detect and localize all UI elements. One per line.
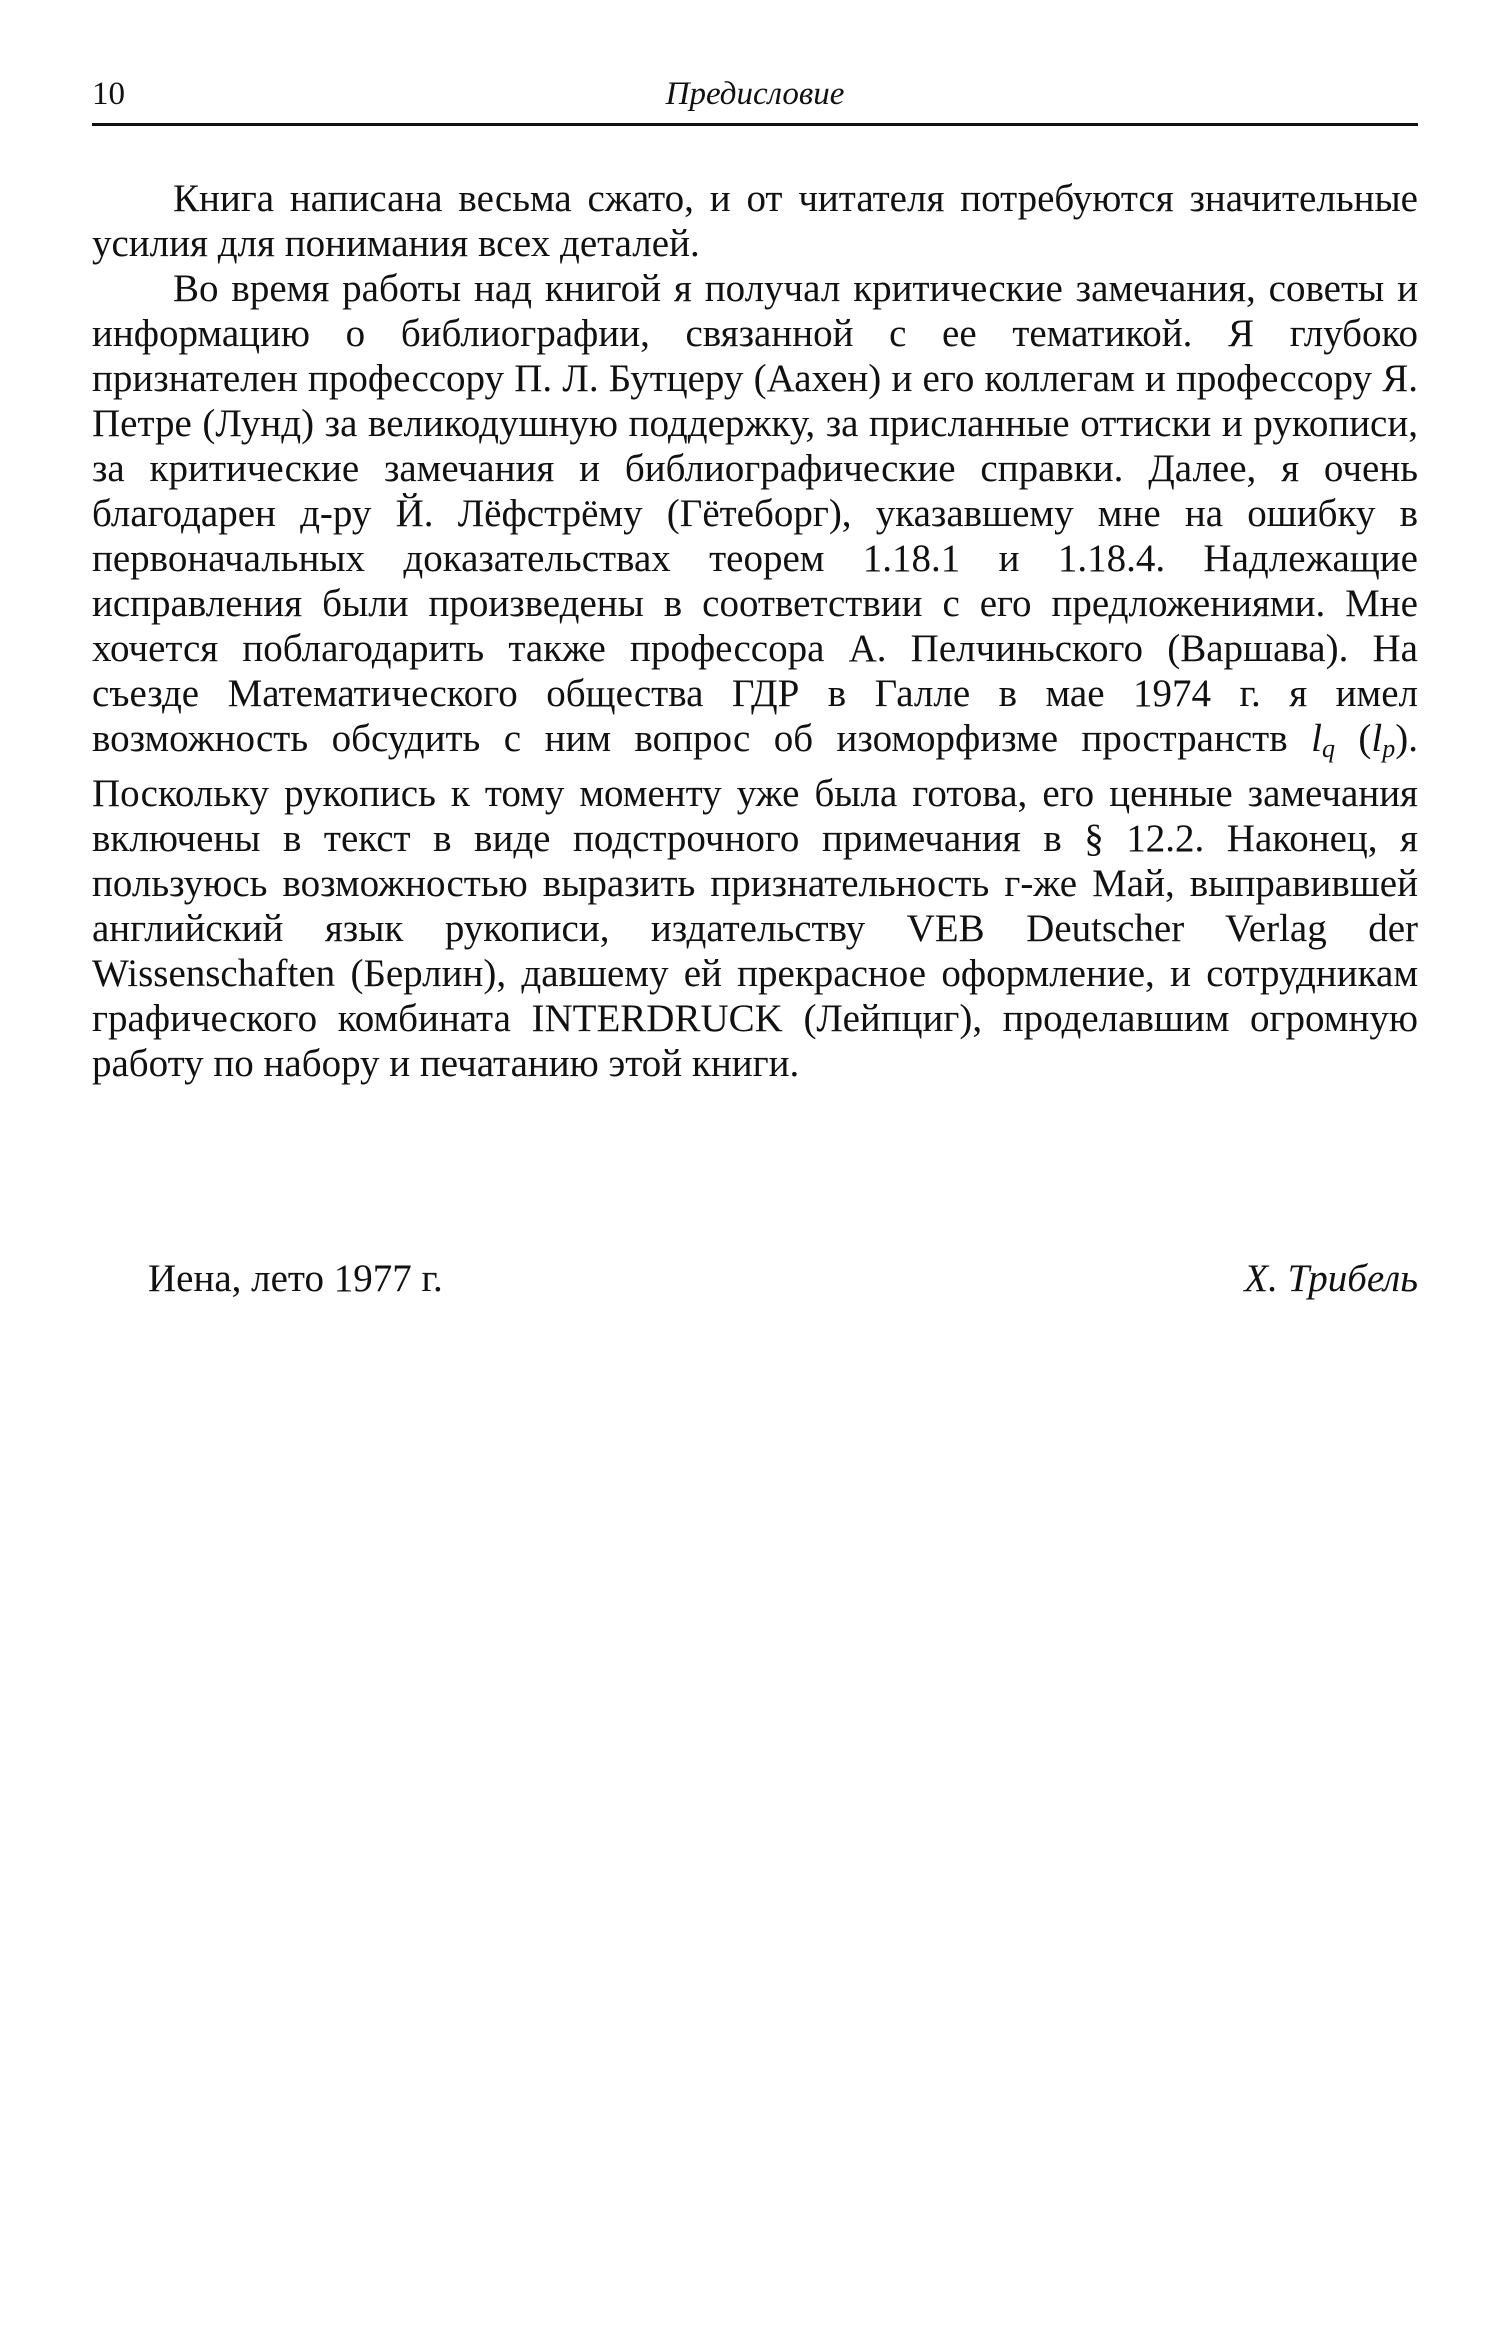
paragraph-2-text-after-formula: Поскольку рукопись к тому моменту уже была готова, его ценные замечания включены в текст в виде подстрочного примечания в § 12.2. Наконец, я пользуюсь возможностью выразить признательность г-же Май, выправившей английский язык рукописи, издательству VEB Deutscher Verlag der Wissenschaften (Берлин), давшему ей прекрасное оформление, и сотрудникам графического комбината INTERDRUCK (Лейпциг), проделавшим огромную работу по набору и печатанию этой книги. (92, 772, 1418, 1085)
book-page (92, 68, 1418, 1300)
page-number: 10 (92, 76, 125, 112)
paragraph-2-text-before-formula: Во время работы над книгой я получал критические замечания, советы и информацию о библиографии, связанной с ее тематикой. Я глубоко признателен профессору П. Л. Бутцеру (Аахен) и его коллегам и профессору Я. Петре (Лунд) за великодушную поддержку, за присланные оттиски и рукописи, за критические замечания и библиографические справки. Далее, я очень благодарен д-ру Й. Лёфстрёму (Гётеборг), указавшему мне на ошибку в первоначальных доказательствах теорем 1.18.1 и 1.18.4. Надлежащие исправления были произведены в соответствии с его предложениями. Мне хочется поблагодарить также профессора А. Пелчиньского (Варшава). На съезде Математического общества ГДР в Галле в мае 1974 г. я имел возможность обсудить с ним вопрос об изоморфизме пространств (92, 267, 1418, 760)
body-text (92, 176, 1418, 1086)
signature-line (92, 1256, 1418, 1306)
formula-l-p: l (1371, 717, 1383, 760)
formula-subscript-q: q (1321, 734, 1335, 763)
running-head: Предисловие (665, 76, 845, 112)
formula-l-q: l (1311, 717, 1322, 760)
paragraph-2 (92, 266, 1418, 1086)
formula-close-paren: ). (1395, 717, 1418, 760)
header-rule (92, 123, 1418, 126)
formula-subscript-p: p (1382, 734, 1396, 763)
page-header (92, 68, 1418, 120)
formula-open-paren: ( (1334, 717, 1372, 760)
paragraph-1: Книга написана весьма сжато, и от читателя потребуются значительные усилия для понимания всех деталей. (92, 177, 1418, 265)
place-and-date: Иена, лето 1977 г. (148, 1257, 443, 1300)
author-name: X. Трибель (1244, 1257, 1418, 1300)
